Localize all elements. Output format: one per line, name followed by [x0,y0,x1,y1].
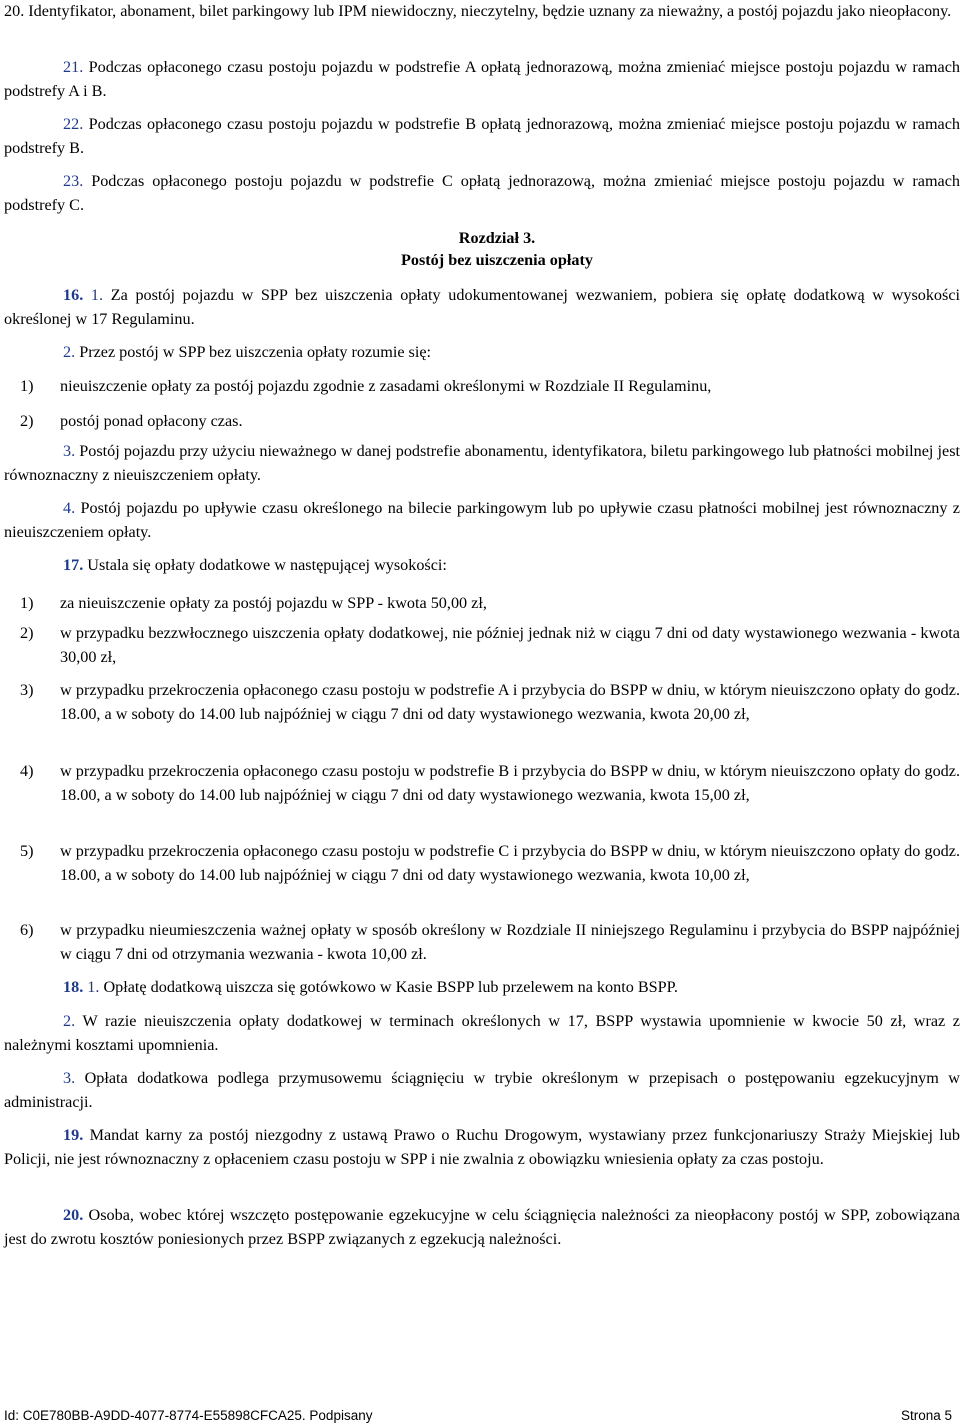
section-16-paragraph-3: 3. Postój pojazdu przy użyciu nieważnego w danej podstrefie abonamentu, identyfikatora, biletu parkingowego lub płatności mobilnej jest równoznaczny z nieuiszczeniem opłaty. [4,442,960,484]
list-item: 2) postój ponad opłacony czas. [20,412,243,430]
section-number: 18. [63,978,84,996]
section-number: 17. [63,556,84,574]
list-item: 2) w przypadku bezzwłocznego uiszczenia opłaty dodatkowej, nie później jednak niż w ciągu 7 dni od daty wystawionego wezwania - kwota 30,00 zł, [20,624,960,666]
list-item: 1) za nieuiszczenie opłaty za postój pojazdu w SPP - kwota 50,00 zł, [20,594,487,612]
section-number: 19. [63,1126,84,1144]
paragraph-23: 23. Podczas opłaconego postoju pojazdu w podstrefie C opłatą jednorazową, można zmieniać miejsce postoju pojazdu w ramach podstrefy C. [4,172,960,214]
paragraph-22: 22. Podczas opłaconego czasu postoju pojazdu w podstrefie B opłatą jednorazową, można zmieniać miejsce postoju pojazdu w ramach podstrefy B. [4,115,960,157]
section-number: 16. [63,286,84,304]
list-item: 4) w przypadku przekroczenia opłaconego czasu postoju w podstrefie B i przybycia do BSPP w dniu, w którym nieuiszczono opłaty do godz. 18.00, a w soboty do 14.00 lub najpóźniej w ciągu 7 dni od daty wystawionego wezwania, kwota 15,00 zł, [20,762,960,804]
section-17-intro: 17. Ustala się opłaty dodatkowe w następującej wysokości: [63,556,447,574]
page-number: Strona 5 [900,1408,952,1423]
paragraph-20: 20. Identyfikator, abonament, bilet parkingowy lub IPM niewidoczny, nieczytelny, będzie uznany za nieważny, a postój pojazdu jako nieopłacony. [4,2,952,20]
list-item: 6) w przypadku nieumieszczenia ważnej opłaty w sposób określony w Rozdziale II niniejszego Regulaminu i przybycia do BSPP najpóźniej w ciągu 7 dni od otrzymania wezwania - kwota 10,00 zł. [20,921,960,963]
section-20: 20. Osoba, wobec której wszczęto postępowanie egzekucyjne w celu ściągnięcia należności za nieopłacony postój w SPP, zobowiązana jest do zwrotu kosztów poniesionych przez BSPP związanych z egzekucją należności. [4,1206,960,1248]
paragraph-21: 21. Podczas opłaconego czasu postoju pojazdu w podstrefie A opłatą jednorazową, można zmieniać miejsce postoju pojazdu w ramach podstrefy A i B. [4,58,960,100]
page-footer [4,1407,952,1425]
section-18-paragraph-1: 18. 1. Opłatę dodatkową uiszcza się gotówkowo w Kasie BSPP lub przelewem na konto BSPP. [63,978,678,996]
section-19: 19. Mandat karny za postój niezgodny z ustawą Prawo o Ruchu Drogowym, wystawiany przez funkcjonariuszy Straży Miejskiej lub Policji, nie jest równoznaczny z opłaceniem czasu postoju w SPP i nie zwalnia z obowiązku wniesienia opłaty za czas postoju. [4,1126,960,1168]
section-18-paragraph-3: 3. Opłata dodatkowa podlega przymusowemu ściągnięciu w trybie określonym w przepisach o postępowaniu egzekucyjnym w administracji. [4,1069,960,1111]
list-item: 1) nieuiszczenie opłaty za postój pojazdu zgodnie z zasadami określonymi w Rozdziale II Regulaminu, [20,377,712,395]
section-16-paragraph-2: 2. Przez postój w SPP bez uiszczenia opłaty rozumie się: [63,343,432,361]
chapter-title: Rozdział 3. [458,229,536,247]
section-16-paragraph-1: 16. 1. Za postój pojazdu w SPP bez uiszczenia opłaty udokumentowanej wezwaniem, pobiera się opłatę dodatkową w wysokości określonej w 17 Regulaminu. [4,286,960,328]
section-number: 20. [63,1206,84,1224]
chapter-subtitle: Postój bez uiszczenia opłaty [401,251,593,269]
list-item: 3) w przypadku przekroczenia opłaconego czasu postoju w podstrefie A i przybycia do BSPP w dniu, w którym nieuiszczono opłaty do godz. 18.00, a w soboty do 14.00 lub najpóźniej w ciągu 7 dni od daty wystawionego wezwania, kwota 20,00 zł, [20,681,960,723]
list-item: 5) w przypadku przekroczenia opłaconego czasu postoju w podstrefie C i przybycia do BSPP w dniu, w którym nieuiszczono opłaty do godz. 18.00, a w soboty do 14.00 lub najpóźniej w ciągu 7 dni od daty wystawionego wezwania, kwota 10,00 zł, [20,842,960,884]
document-id: Id: C0E780BB-A9DD-4077-8774-E55898CFCA25. Podpisany [4,1408,373,1423]
section-18-paragraph-2: 2. W razie nieuiszczenia opłaty dodatkowej w terminach określonych w 17, BSPP wystawia upomnienie w kwocie 50 zł, wraz z należnymi kosztami upomnienia. [4,1012,960,1054]
section-16-paragraph-4: 4. Postój pojazdu po upływie czasu określonego na bilecie parkingowym lub po upływie czasu płatności mobilnej jest równoznaczny z nieuiszczeniem opłaty. [4,499,960,541]
